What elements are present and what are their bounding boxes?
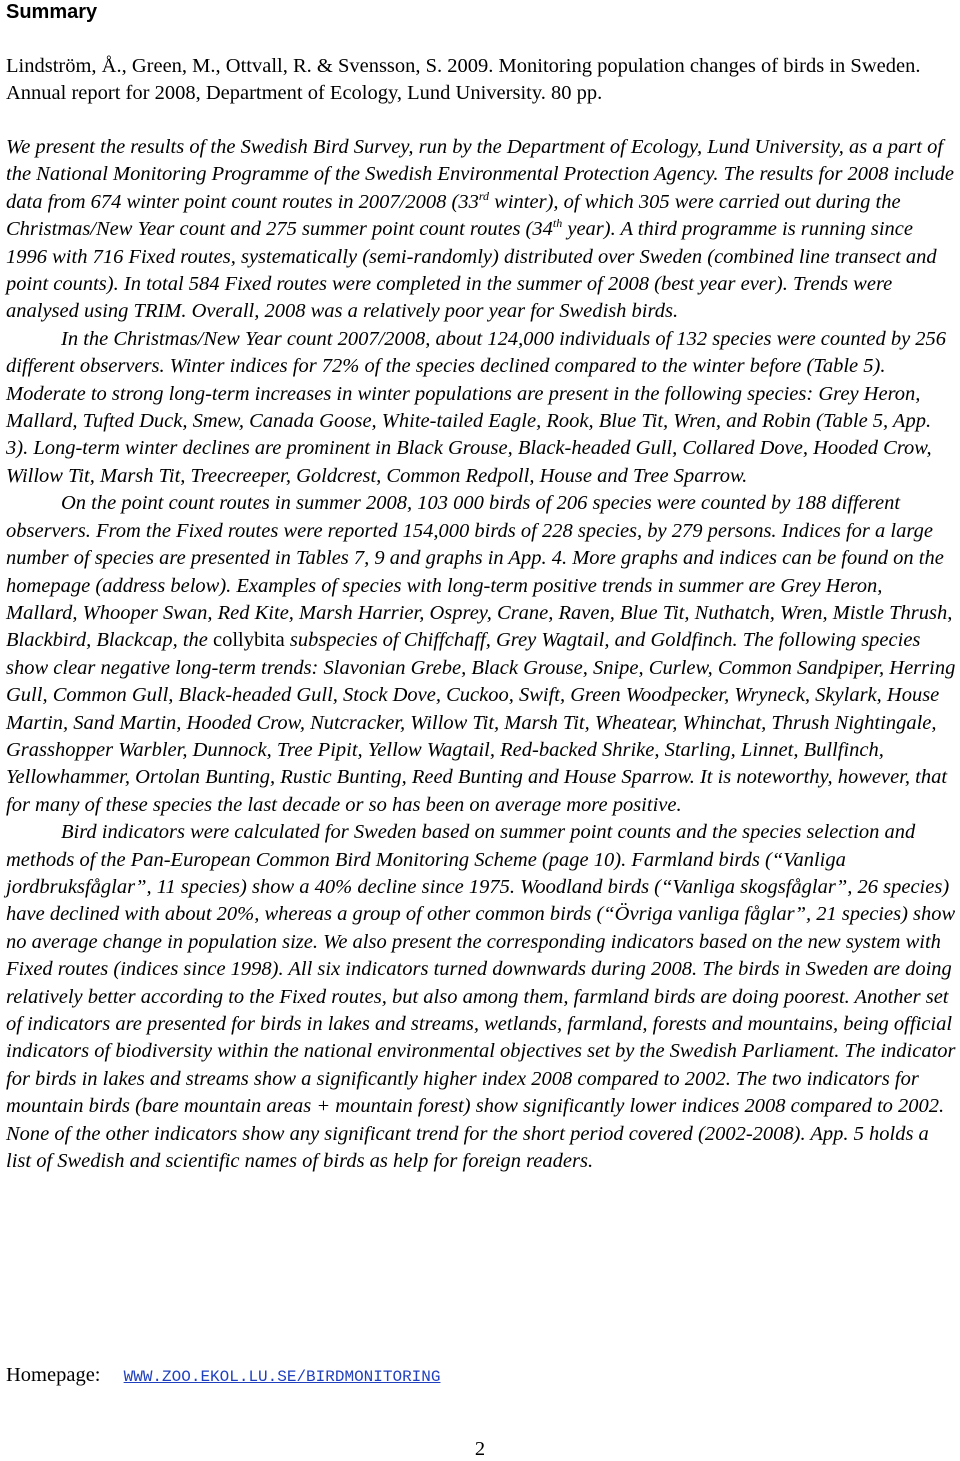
homepage-label: Homepage: — [6, 1364, 101, 1386]
paragraph-intro-text-b: winter), of which 305 were carried out during the Christmas/New Year count and 275 summer point count routes (34 — [6, 190, 901, 241]
paragraph-summer-text-b: subspecies of Chiffchaff, Grey Wagtail, and Goldfinch. The following species show clear negative long-term trends: Slavonian Grebe, Black Grouse, Snipe, Curlew, Common Sandpiper, Herring Gull, Common Gull, Black-headed Gull, Stock Dove, Cuckoo, Swift, Green Woodpecker, Wryneck, Skylark, House Martin, Sand Martin, Hooded Crow, Nutcracker, Willow Tit, Marsh Tit, Wheatear, Whinchat, Thrush Nightingale, Grasshopper Warbler, Dunnock, Tree Pipit, Yellow Wagtail, Red-backed Shrike, Starling, Linnet, Bullfinch, Yellowhammer, Ortolan Bunting, Rustic Bunting, Reed Bunting and House Sparrow. It is noteworthy, however, that for many of these species the last decade or so has been on average more positive. — [6, 629, 956, 816]
collybita-term: collybita — [213, 629, 285, 652]
superscript-th: th — [552, 216, 563, 231]
paragraph-intro-text-a: We present the results of the Swedish Bird Survey, run by the Department of Ecology, Lund University, as a part of the National Monitoring Programme of the Swedish Environmental Protection Agency. The results for 2008 include data from 674 winter point count routes in 2007/2008 (33 — [6, 136, 955, 213]
paragraph-winter-count: In the Christmas/New Year count 2007/2008, about 124,000 individuals of 132 species were counted by 256 different observers. Winter indices for 72% of the species declined compared to the winter before (Table 5). Moderate to strong long-term increases in winter populations are present in the following species: Grey Heron, Mallard, Tufted Duck, Smew, Canada Goose, White-tailed Eagle, Rook, Blue Tit, Wren, and Robin (Table 5, App. 3). Long-term winter declines are prominent in Black Grouse, Black-headed Gull, Collared Dove, Hooded Crow, Willow Tit, Marsh Tit, Treecreeper, Goldcrest, Common Redpoll, House and Tree Sparrow. — [6, 327, 947, 487]
superscript-rd: rd — [478, 188, 490, 203]
page-number: 2 — [474, 1438, 486, 1460]
homepage-row — [6, 1361, 440, 1391]
citation: Lindström, Å., Green, M., Ottvall, R. & Svensson, S. 2009. Monitoring population changes of birds in Sweden. Annual report for 2008, Department of Ecology, Lund University. 80 pp. — [6, 55, 921, 105]
paragraph-summer-count — [6, 490, 956, 819]
paragraph-summer-text-a: On the point count routes in summer 2008, 103 000 birds of 206 species were counted by 188 different observers. From the Fixed routes were reported 154,000 birds of 228 species, by 279 persons. Indices for a large number of species are presented in Tables 7, 9 and graphs in App. 4. More graphs and indices can be found on the homepage (address below). Examples of species with long-term positive trends in summer are Grey Heron, Mallard, Whooper Swan, Red Kite, Marsh Harrier, Osprey, Crane, Raven, Blue Tit, Nuthatch, Wren, Mistle Thrush, Blackbird, Blackcap, the — [6, 492, 953, 652]
homepage-link[interactable]: WWW.ZOO.EKOL.LU.SE/BIRDMONITORING — [123, 1368, 441, 1386]
paragraph-intro-text-c: year). A third programme is running since 1996 with 716 Fixed routes, systematically (semi-randomly) distributed over Sweden (combined line transect and point counts). In total 584 Fixed routes were completed in the summer of 2008 (best year ever). Trends were analysed using TRIM. Overall, 2008 was a relatively poor year for Swedish birds. — [6, 218, 937, 323]
paragraph-bird-indicators: Bird indicators were calculated for Sweden based on summer point counts and the species selection and methods of the Pan-European Common Bird Monitoring Scheme (page 10). Farmland birds (“Vanliga jordbruksfåglar”, 11 species) show a 40% decline since 1975. Woodland birds (“Vanliga skogsfåglar”, 26 species) have declined with about 20%, whereas a group of other common birds (“Övriga vanliga fåglar”, 21 species) show no average change in population size. We also present the corresponding indicators based on the new system with Fixed routes (indices since 1998). All six indicators turned downwards during 2008. The birds in Sweden are doing relatively better according to the Fixed routes, but also among them, farmland birds are doing poorest. Another set of indicators are presented for birds in lakes and streams, wetlands, farmland, forests and mountains, being official indicators of biodiversity within the national environmental objectives set by the Swedish Parliament. The indicator for birds in lakes and streams show a significantly higher index 2008 compared to 2002. The two indicators for mountain birds (bare mountain areas + mountain forest) show significantly lower indices 2008 compared to 2002. None of the other indicators show any significant trend for the short period covered (2002-2008). App. 5 holds a list of Swedish and scientific names of birds as help for foreign readers. — [6, 821, 956, 1173]
page-title: Summary — [6, 1, 98, 23]
summary-body — [6, 134, 956, 1175]
paragraph-intro — [6, 134, 956, 326]
